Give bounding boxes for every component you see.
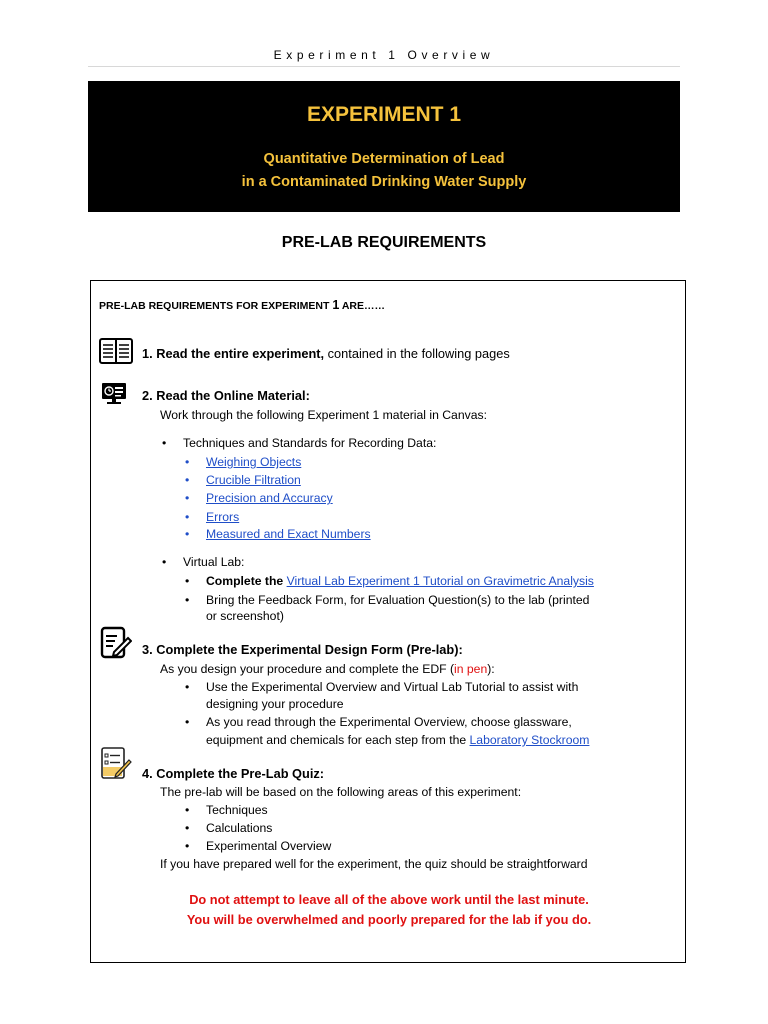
item-3-bullet2-line1: • As you read through the Experimental Overview, choose glassware,: [206, 714, 572, 730]
item-3-description: [160, 661, 495, 677]
item-4-closing: If you have prepared well for the experiment, the quiz should be straightforward: [160, 857, 588, 871]
monitor-icon: [101, 382, 127, 406]
header-rule: [88, 66, 680, 67]
intro-number: 1: [332, 298, 340, 312]
item-1-number: 1.: [142, 346, 153, 361]
banner-subtitle-line2: in a Contaminated Drinking Water Supply: [241, 174, 527, 190]
quiz-area-calculations: • Calculations: [206, 820, 272, 836]
warning-line1: Do not attempt to leave all of the above work until the last minute.: [189, 892, 589, 907]
book-icon: [99, 338, 133, 364]
running-header: Experiment 1 Overview: [273, 48, 495, 62]
item-3-heading: [142, 642, 463, 658]
virtual-lab-complete: [206, 573, 594, 589]
item-4-description: The pre-lab will be based on the following areas of this experiment:: [160, 785, 522, 799]
item-1-title: Read the entire experiment,: [156, 346, 325, 361]
checklist-icon: [100, 746, 132, 782]
techniques-group-label: • Techniques and Standards for Recording Data:: [183, 435, 436, 451]
banner-title: EXPERIMENT 1: [306, 103, 462, 126]
item-3-bullet2-line2: [206, 732, 589, 748]
item-3-number: 3.: [142, 642, 153, 657]
link-virtual-lab-tutorial[interactable]: Virtual Lab Experiment 1 Tutorial on Gravimetric Analysis: [286, 574, 594, 588]
requirements-box: [90, 280, 686, 963]
edit-form-icon: [100, 626, 132, 660]
item-3-bullet1-line1: • Use the Experimental Overview and Virtual Lab Tutorial to assist with: [206, 679, 578, 695]
quiz-area-techniques: • Techniques: [206, 802, 268, 818]
item-3-desc-a: As you design your procedure and complete the EDF (: [160, 662, 455, 676]
virtual-lab-complete-text: Complete the: [206, 574, 287, 588]
virtual-lab-label: • Virtual Lab:: [183, 554, 244, 570]
quiz-area-experimental-overview: • Experimental Overview: [206, 838, 331, 854]
item-2-heading: [142, 388, 310, 404]
link-measured-and-exact-numbers[interactable]: • Measured and Exact Numbers: [206, 526, 371, 542]
item-2-number: 2.: [142, 388, 153, 403]
item-3-desc-b: ):: [487, 662, 495, 676]
experiment-banner: [88, 81, 680, 212]
item-3-bullet1-line2: designing your procedure: [206, 697, 344, 711]
link-precision-and-accuracy[interactable]: • Precision and Accuracy: [206, 490, 333, 506]
link-weighing-objects[interactable]: • Weighing Objects: [206, 454, 301, 470]
item-1: [142, 346, 510, 362]
item-3-title: Complete the Experimental Design Form (Pre-lab):: [156, 642, 463, 657]
link-crucible-filtration[interactable]: • Crucible Filtration: [206, 472, 301, 488]
item-1-rest: contained in the following pages: [324, 346, 510, 361]
link-laboratory-stockroom[interactable]: Laboratory Stockroom: [469, 733, 590, 747]
intro-line: [99, 297, 385, 314]
item-2-title: Read the Online Material:: [156, 388, 310, 403]
intro-prefix: PRE-LAB REQUIREMENTS FOR EXPERIMENT: [99, 300, 333, 312]
item-4-heading: [142, 766, 324, 782]
virtual-lab-bring-line1: • Bring the Feedback Form, for Evaluation Question(s) to the lab (printed: [206, 592, 589, 608]
item-3-bullet2-prefix: equipment and chemicals for each step from the: [206, 733, 470, 747]
item-4-number: 4.: [142, 766, 153, 781]
warning-line2: You will be overwhelmed and poorly prepared for the lab if you do.: [186, 912, 592, 927]
intro-suffix: ARE……: [339, 300, 386, 312]
section-heading: PRE-LAB REQUIREMENTS: [281, 234, 487, 251]
item-4-title: Complete the Pre-Lab Quiz:: [156, 766, 325, 781]
item-2-description: Work through the following Experiment 1 material in Canvas:: [160, 408, 487, 422]
virtual-lab-bring-line2: or screenshot): [206, 609, 284, 623]
item-3-desc-in-pen: in pen: [454, 662, 488, 676]
banner-subtitle-line1: Quantitative Determination of Lead: [263, 151, 505, 167]
link-errors[interactable]: • Errors: [206, 509, 239, 525]
